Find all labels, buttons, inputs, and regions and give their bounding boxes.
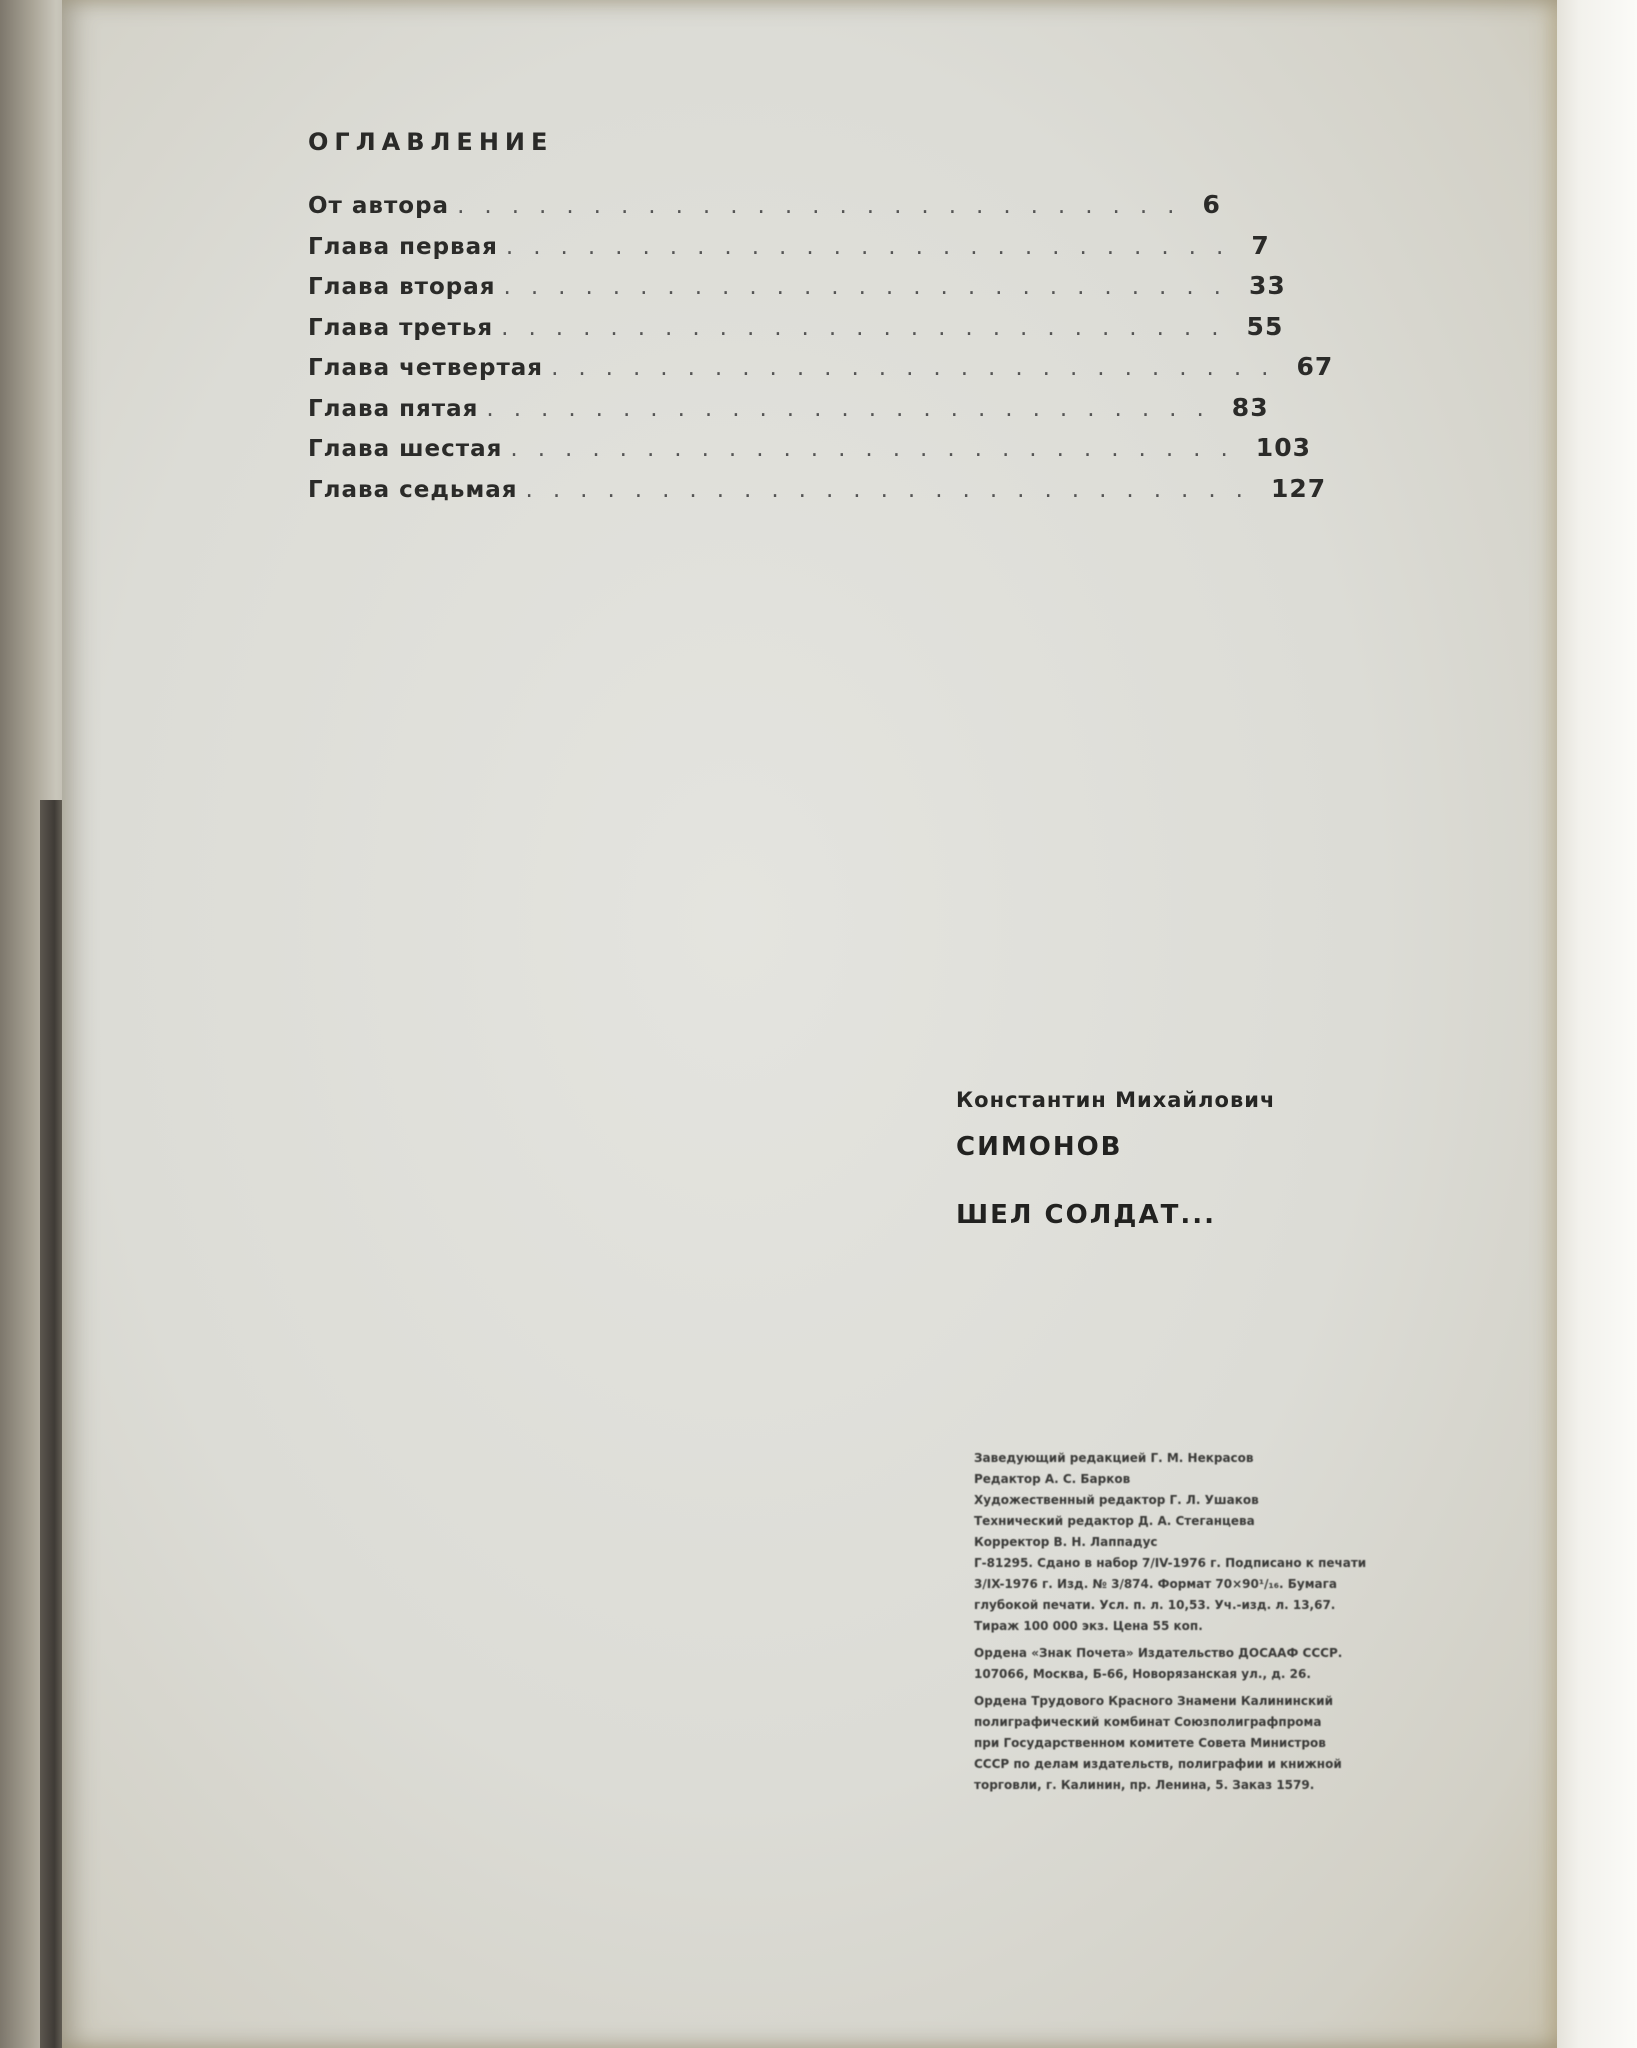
toc-entry	[308, 392, 1269, 434]
toc-entry-page: 7	[1251, 230, 1270, 260]
toc-leader-dots: ...........................	[505, 233, 1244, 260]
colophon-line: полиграфический комбинат Союзполиграфпрома	[974, 1715, 1322, 1729]
toc-leader-dots: ...........................	[525, 476, 1263, 503]
toc-entry-page: 33	[1248, 271, 1286, 300]
colophon-line: СССР по делам издательств, полиграфии и книжной	[974, 1757, 1342, 1771]
colophon-line: 107066, Москва, Б-66, Новорязанская ул., д. 26.	[974, 1667, 1311, 1681]
colophon-line: Корректор В. Н. Лаппадус	[974, 1535, 1158, 1549]
toc-entry-page: 67	[1296, 352, 1334, 381]
toc-entry-page: 83	[1231, 392, 1269, 422]
colophon-line: Тираж 100 000 экз. Цена 55 коп.	[974, 1619, 1203, 1633]
toc-entry	[308, 473, 1327, 515]
toc-leader-dots: ...........................	[503, 274, 1241, 300]
colophon-line: Ордена «Знак Почета» Издательство ДОСААФ СССР.	[974, 1646, 1343, 1660]
toc-leader-dots: ...........................	[510, 436, 1248, 462]
colophon-line: Художественный редактор Г. Л. Ушаков	[974, 1493, 1259, 1507]
toc-entry	[308, 311, 1284, 353]
colophon-line: при Государственном комитете Совета Министров	[974, 1736, 1326, 1750]
toc-entry-page: 55	[1246, 311, 1284, 341]
toc-entry-label: Глава первая	[308, 233, 498, 260]
colophon-line: Ордена Трудового Красного Знамени Калининский	[974, 1694, 1333, 1708]
toc-title: ОГЛАВЛЕНИЕ	[308, 128, 554, 156]
colophon-credits	[974, 1448, 1594, 1637]
toc-entry-label: Глава седьмая	[308, 476, 518, 503]
author-first-name: Константин Михайлович	[956, 1088, 1276, 1112]
book-spine	[40, 800, 64, 2048]
colophon-line: Редактор А. С. Барков	[974, 1472, 1131, 1486]
colophon-line: Технический редактор Д. А. Стеганцева	[974, 1514, 1255, 1528]
colophon-publisher	[974, 1643, 1594, 1685]
toc-leader-dots: ...........................	[501, 314, 1239, 341]
toc-entry-page: 103	[1255, 433, 1311, 462]
toc-entry-label: Глава пятая	[308, 395, 479, 422]
colophon-printer	[974, 1691, 1594, 1796]
toc-entry-page: 6	[1202, 190, 1221, 219]
toc-entry-label: Глава четвертая	[308, 355, 544, 381]
toc-entry	[308, 352, 1334, 393]
book-page	[62, 0, 1557, 2048]
toc-entry	[308, 271, 1286, 312]
toc-leader-dots: ...........................	[551, 355, 1289, 381]
colophon-line: торговли, г. Калинин, пр. Ленина, 5. Заказ 1579.	[974, 1778, 1315, 1792]
toc-entry-label: Глава шестая	[308, 436, 503, 462]
toc-entry	[308, 433, 1311, 474]
book-title: ШЕЛ СОЛДАТ...	[956, 1200, 1216, 1230]
colophon-line: Заведующий редакцией Г. М. Некрасов	[974, 1451, 1254, 1465]
toc-leader-dots: ...........................	[457, 193, 1195, 219]
toc-entry-label: От автора	[308, 193, 450, 219]
toc-entry-page: 127	[1270, 473, 1327, 503]
colophon-line: Г-81295. Сдано в набор 7/IV-1976 г. Подписано к печати	[974, 1556, 1367, 1570]
toc-entry-label: Глава вторая	[308, 274, 496, 300]
toc-leader-dots: ...........................	[486, 395, 1224, 422]
author-last-name: СИМОНОВ	[956, 1132, 1123, 1162]
toc-entry	[308, 190, 1221, 231]
colophon-line: 3/IX-1976 г. Изд. № 3/874. Формат 70×90¹/₁₆. Бумага	[974, 1577, 1337, 1591]
toc-entry	[308, 230, 1270, 272]
colophon	[974, 1442, 1594, 1796]
colophon-line: глубокой печати. Усл. п. л. 10,53. Уч.-изд. л. 13,67.	[974, 1598, 1336, 1612]
table-of-contents	[308, 190, 1334, 514]
toc-entry-label: Глава третья	[308, 314, 494, 341]
